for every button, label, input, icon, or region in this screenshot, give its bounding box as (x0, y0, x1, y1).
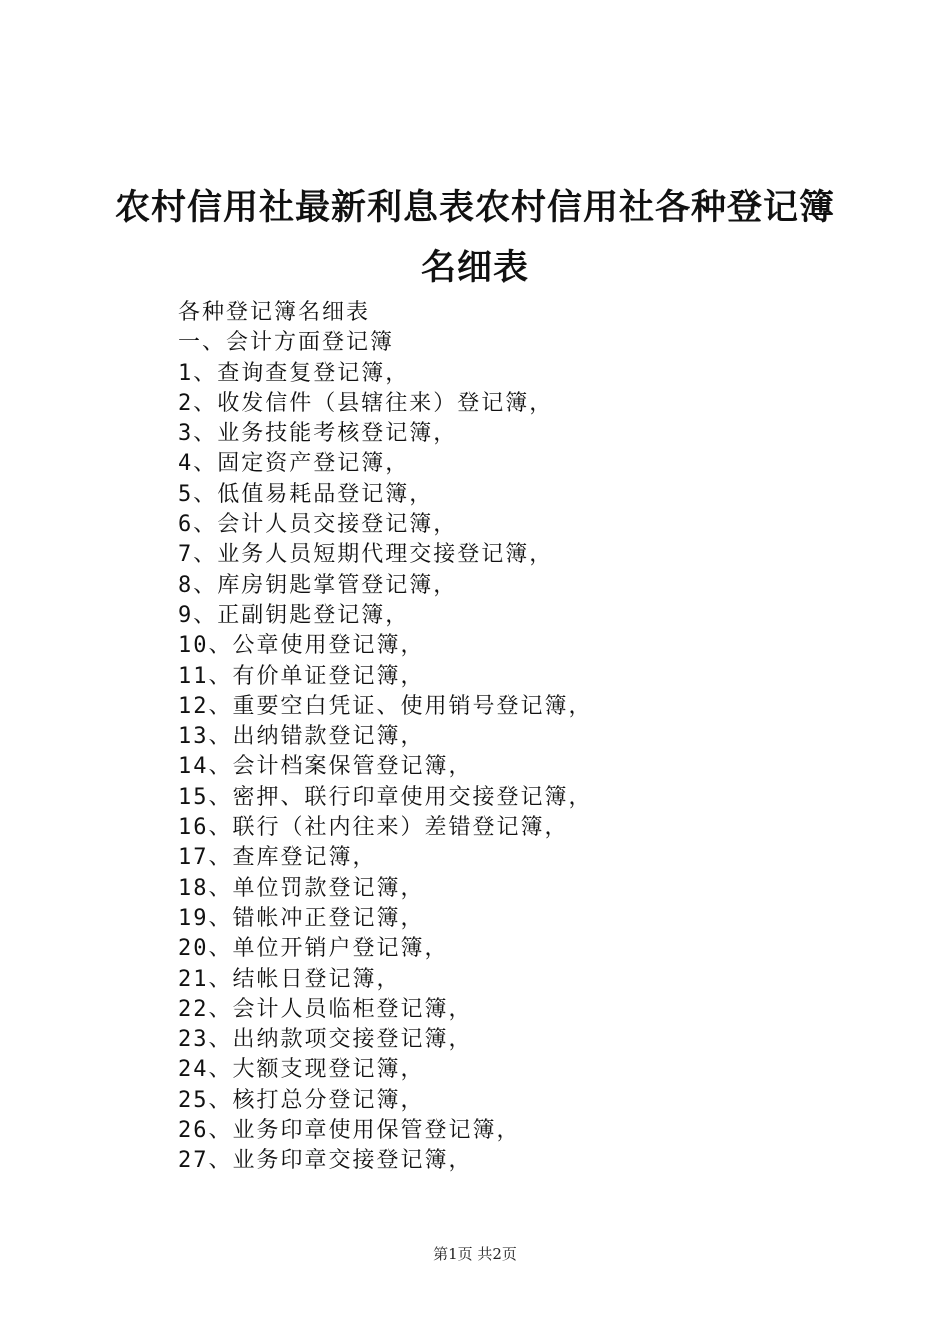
section-heading: 一、会计方面登记簿 (178, 330, 395, 356)
list-item: 14、会计档案保管登记簿， (178, 754, 473, 780)
list-item: 2、收发信件（县辖往来）登记簿， (178, 390, 554, 416)
list-item: 24、大额支现登记簿， (178, 1057, 425, 1083)
list-item: 21、结帐日登记簿， (178, 966, 401, 992)
page-footer: 第1页 共2页 (433, 1245, 517, 1263)
list-item: 22、会计人员临柜登记簿， (178, 996, 473, 1022)
list-item: 11、有价单证登记簿， (178, 663, 425, 689)
list-item: 16、联行（社内往来）差错登记簿， (178, 815, 569, 841)
list-item: 8、库房钥匙掌管登记簿， (178, 572, 458, 598)
list-item: 12、重要空白凭证、使用销号登记簿， (178, 693, 593, 719)
list-item: 13、出纳错款登记簿， (178, 724, 425, 750)
subtitle: 各种登记簿名细表 (178, 300, 371, 325)
document-body (178, 298, 878, 1177)
list-item: 5、低值易耗品登记簿， (178, 481, 434, 507)
list-item: 4、固定资产登记簿， (178, 451, 410, 477)
list-item: 3、业务技能考核登记簿， (178, 421, 458, 447)
list-item: 15、密押、联行印章使用交接登记簿， (178, 784, 593, 810)
list-item: 18、单位罚款登记簿， (178, 875, 425, 901)
list-item: 20、单位开销户登记簿， (178, 936, 449, 962)
list-item: 26、业务印章使用保管登记簿， (178, 1118, 521, 1144)
list-item: 6、会计人员交接登记簿， (178, 512, 458, 538)
list-item: 23、出纳款项交接登记簿， (178, 1027, 473, 1053)
list-item: 9、正副钥匙登记簿， (178, 602, 410, 628)
document-title-line-2: 名细表 (420, 247, 529, 288)
list-item: 10、公章使用登记簿， (178, 633, 425, 659)
list-item: 1、查询查复登记簿， (178, 360, 410, 386)
list-item: 7、业务人员短期代理交接登记簿， (178, 542, 554, 568)
list-item: 25、核打总分登记簿， (178, 1087, 425, 1113)
list-item: 17、查库登记簿， (178, 845, 377, 871)
document-title-line-1: 农村信用社最新利息表农村信用社各种登记簿 (114, 187, 835, 228)
list-item: 19、错帐冲正登记簿， (178, 905, 425, 931)
list-item: 27、业务印章交接登记簿， (178, 1148, 473, 1174)
